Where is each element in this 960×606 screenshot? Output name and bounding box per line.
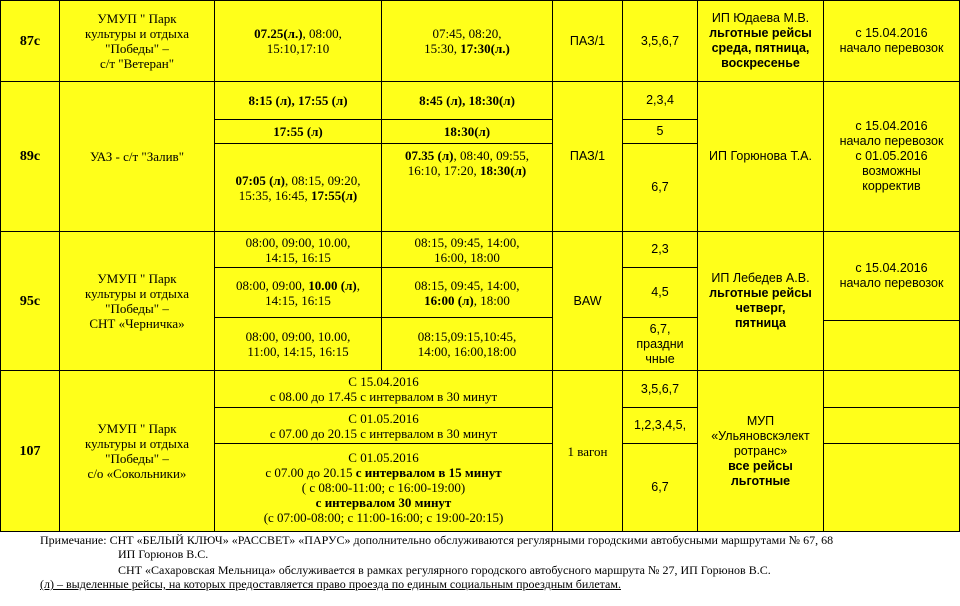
route-number: 95с <box>0 231 60 371</box>
route-number: 107 <box>0 370 60 532</box>
route-number: 87с <box>0 0 60 82</box>
departure-times-return: 8:45 (л), 18:30(л) <box>381 81 553 120</box>
operating-days: 3,5,6,7 <box>622 370 698 408</box>
operating-days: 6,7 <box>622 443 698 532</box>
footnote-line: ИП Горюнов В.С. <box>118 547 209 561</box>
departure-times-outbound: 8:15 (л), 17:55 (л) <box>214 81 382 120</box>
interval-schedule: С 01.05.2016 с 07.00 до 20.15 с интервалом в 30 минут <box>214 407 553 444</box>
route-description: УАЗ - с/т "Залив" <box>59 81 215 232</box>
service-start-empty <box>823 320 960 371</box>
service-start: с 15.04.2016 начало перевозок с 01.05.2016 возможны корректив <box>823 81 960 232</box>
carrier: ИП Горюнова Т.А. <box>697 81 824 232</box>
departure-times-return: 07.35 (л), 08:40, 09:55, 16:10, 17:20, 18:30(л) <box>381 143 553 232</box>
route-description: УМУП " Парк культуры и отдыха "Победы" – СНТ «Черничка» <box>59 231 215 371</box>
operating-days: 6,7 <box>622 143 698 232</box>
service-start-empty <box>823 407 960 444</box>
operating-days: 6,7, праздни чные <box>622 317 698 371</box>
footnote-line: СНТ «Сахаровская Мельница» обслуживается в рамках регулярного городского автобусного маршрута № 27, ИП Горюнов В.С. <box>118 563 771 577</box>
footnote-line: (л) – выделенные рейсы, на которых предоставляется право проезда по единым социальным проездным билетам. <box>40 577 621 591</box>
bus-type: ПАЗ/1 <box>552 0 623 82</box>
departure-times-return: 08:15, 09:45, 14:00, 16:00, 18:00 <box>381 231 553 268</box>
departure-times-outbound: 08:00, 09:00, 10.00, 14:15, 16:15 <box>214 231 382 268</box>
route-description: УМУП " Парк культуры и отдыха "Победы" – с/т "Ветеран" <box>59 0 215 82</box>
carrier: МУП «Ульяновскэлект ротранс» все рейсы льготные <box>697 370 824 532</box>
footnote-line: Примечание: СНТ «БЕЛЫЙ КЛЮЧ» «РАССВЕТ» «ПАРУС» дополнительно обслуживаются регулярными городскими автобусными маршрутами № 67, 68 <box>40 533 834 547</box>
vehicle-count: 1 вагон <box>552 370 623 532</box>
service-start: с 15.04.2016 начало перевозок <box>823 231 960 321</box>
departure-times-return: 08:15,09:15,10:45, 14:00, 16:00,18:00 <box>381 317 553 371</box>
departure-times-outbound: 07.25(л.), 08:00, 15:10,17:10 <box>214 0 382 82</box>
operating-days: 2,3 <box>622 231 698 268</box>
route-number: 89с <box>0 81 60 232</box>
service-start: с 15.04.2016 начало перевозок <box>823 0 960 82</box>
departure-times-outbound: 08:00, 09:00, 10.00, 11:00, 14:15, 16:15 <box>214 317 382 371</box>
departure-times-outbound: 07:05 (л), 08:15, 09:20, 15:35, 16:45, 17:55(л) <box>214 143 382 232</box>
operating-days: 1,2,3,4,5, <box>622 407 698 444</box>
operating-days: 4,5 <box>622 267 698 318</box>
carrier: ИП Юдаева М.В. льготные рейсы среда, пятница, воскресенье <box>697 0 824 82</box>
operating-days: 2,3,4 <box>622 81 698 120</box>
departure-times-return: 07:45, 08:20, 15:30, 17:30(л.) <box>381 0 553 82</box>
departure-times-outbound: 17:55 (л) <box>214 119 382 144</box>
route-description: УМУП " Парк культуры и отдыха "Победы" – с/о «Сокольники» <box>59 370 215 532</box>
bus-type: ПАЗ/1 <box>552 81 623 232</box>
interval-schedule: С 15.04.2016 с 08.00 до 17.45 с интервалом в 30 минут <box>214 370 553 408</box>
operating-days: 5 <box>622 119 698 144</box>
departure-times-return: 08:15, 09:45, 14:00, 16:00 (л), 18:00 <box>381 267 553 318</box>
interval-schedule: С 01.05.2016 с 07.00 до 20.15 с интервалом в 15 минут ( с 08:00-11:00; с 16:00-19:00) с интервалом 30 минут (с 07:00-08:00; с 11:00-16:00; с 19:00-20:15) <box>214 443 553 532</box>
bus-type: BAW <box>552 231 623 371</box>
service-start-empty <box>823 370 960 408</box>
departure-times-return: 18:30(л) <box>381 119 553 144</box>
carrier: ИП Лебедев А.В. льготные рейсы четверг, пятница <box>697 231 824 371</box>
departure-times-outbound: 08:00, 09:00, 10.00 (л), 14:15, 16:15 <box>214 267 382 318</box>
service-start-empty <box>823 443 960 532</box>
operating-days: 3,5,6,7 <box>622 0 698 82</box>
